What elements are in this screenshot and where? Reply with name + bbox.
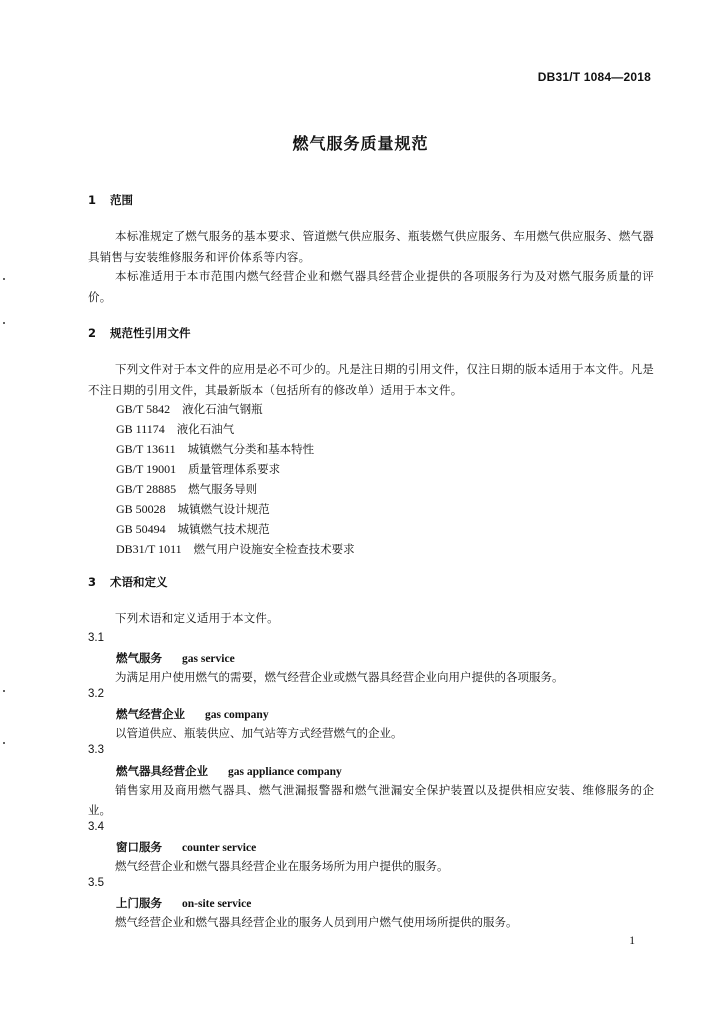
scan-mark: [3, 322, 5, 324]
reference-item: [116, 439, 314, 459]
section-number: 2: [88, 326, 97, 340]
term-number: 3.3: [88, 744, 104, 756]
term-en: gas appliance company: [228, 766, 342, 778]
paragraph: 下列术语和定义适用于本文件。: [115, 611, 279, 625]
reference-code: GB/T 28885: [116, 482, 177, 496]
reference-name: 液化石油气钢瓶: [182, 402, 263, 416]
term-zh: 上门服务: [116, 896, 162, 910]
section-number: 3: [88, 575, 97, 589]
reference-code: GB/T 13611: [116, 442, 176, 456]
reference-name: 质量管理体系要求: [188, 462, 281, 476]
reference-item: [116, 459, 280, 479]
term-zh: 窗口服务: [116, 840, 162, 854]
term-zh: 燃气服务: [116, 651, 162, 665]
reference-name: 城镇燃气技术规范: [177, 522, 270, 536]
reference-name: 城镇燃气设计规范: [177, 502, 270, 516]
section-title: 术语和定义: [110, 575, 168, 589]
reference-item: [116, 479, 257, 499]
standard-code: DB31/T 1084—2018: [537, 70, 651, 84]
reference-item: [116, 539, 355, 559]
term-heading: [116, 895, 251, 911]
reference-name: 燃气用户设施安全检查技术要求: [193, 542, 355, 556]
term-en: gas service: [182, 653, 235, 665]
section-number: 1: [88, 193, 97, 207]
reference-item: [116, 519, 270, 539]
document-title: 燃气服务质量规范: [292, 134, 429, 153]
page-number: 1: [629, 935, 635, 947]
term-definition: 以管道供应、瓶装供应、加气站等方式经营燃气的企业。: [115, 726, 403, 740]
reference-code: GB/T 5842: [116, 402, 171, 416]
term-heading: [116, 650, 235, 666]
section-heading-normative-references: [88, 325, 191, 341]
term-number: 3.1: [88, 632, 104, 644]
reference-name: 燃气服务导则: [188, 482, 258, 496]
term-number: 3.4: [88, 821, 104, 833]
reference-code: GB 50028: [116, 502, 166, 516]
paragraph: 本标准规定了燃气服务的基本要求、管道燃气供应服务、瓶装燃气供应服务、车用燃气供应服务、燃气器具销售与安装维修服务和评价体系等内容。: [88, 229, 654, 264]
scan-mark: [3, 690, 5, 692]
reference-name: 液化石油气: [176, 422, 235, 436]
term-definition: 燃气经营企业和燃气器具经营企业在服务场所为用户提供的服务。: [115, 859, 449, 873]
section-title: 范围: [110, 193, 133, 207]
scan-mark: [3, 742, 5, 744]
reference-code: GB 11174: [116, 422, 165, 436]
term-number: 3.2: [88, 688, 104, 700]
reference-name: 城镇燃气分类和基本特性: [187, 442, 315, 456]
term-zh: 燃气器具经营企业: [116, 764, 208, 778]
reference-item: [116, 399, 263, 419]
scan-mark: [3, 278, 5, 280]
section-heading-scope: [88, 192, 133, 208]
section-heading-terms-definitions: [88, 574, 168, 590]
reference-code: DB31/T 1011: [116, 542, 182, 556]
paragraph: 本标准适用于本市范围内燃气经营企业和燃气器具经营企业提供的各项服务行为及对燃气服务质量的评价。: [88, 269, 654, 304]
term-en: gas company: [205, 709, 269, 721]
term-definition: 为满足用户使用燃气的需要，燃气经营企业或燃气器具经营企业向用户提供的各项服务。: [115, 670, 564, 684]
term-heading: [116, 839, 256, 855]
term-heading: [116, 763, 342, 779]
reference-code: GB/T 19001: [116, 462, 177, 476]
term-definition: 销售家用及商用燃气器具、燃气泄漏报警器和燃气泄漏安全保护装置以及提供相应安装、维修服务的企业。: [88, 783, 654, 817]
term-definition: 燃气经营企业和燃气器具经营企业的服务人员到用户燃气使用场所提供的服务。: [115, 915, 518, 929]
section-title: 规范性引用文件: [110, 326, 191, 340]
term-number: 3.5: [88, 877, 104, 889]
reference-item: [116, 499, 270, 519]
term-en: on-site service: [182, 898, 252, 910]
paragraph: 下列文件对于本文件的应用是必不可少的。凡是注日期的引用文件，仅注日期的版本适用于本文件。凡是不注日期的引用文件，其最新版本（包括所有的修改单）适用于本文件。: [88, 362, 654, 397]
term-en: counter service: [182, 842, 257, 854]
reference-item: [116, 419, 234, 439]
term-zh: 燃气经营企业: [116, 707, 185, 721]
term-heading: [116, 706, 269, 722]
reference-code: GB 50494: [116, 522, 166, 536]
